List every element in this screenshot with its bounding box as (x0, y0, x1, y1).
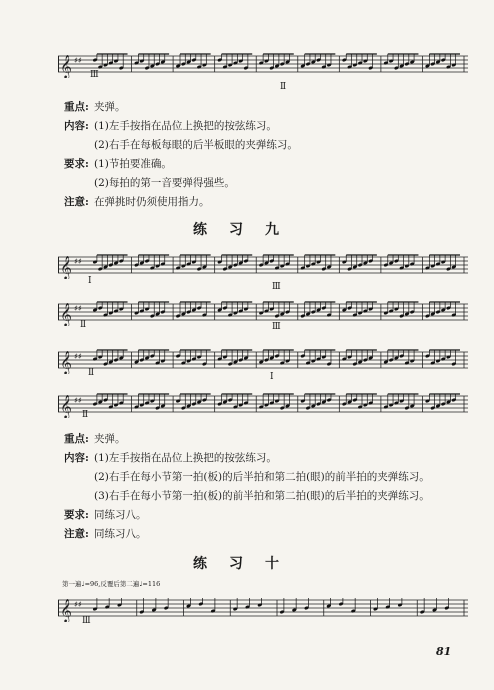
treble-clef: 𝄞 (60, 54, 72, 78)
music-staff-4 (58, 348, 468, 374)
position-mark: Ⅲ (272, 282, 281, 292)
content-item: (2)右手在每板每眼的后半板眼的夹弹练习。 (94, 139, 298, 151)
focus-text: 夹弹。 (94, 101, 126, 113)
music-staff-1 (58, 52, 468, 78)
require-label: 要求: (64, 158, 89, 170)
focus-text: 夹弹。 (94, 433, 126, 445)
require-item: 同练习八。 (94, 509, 147, 521)
content-label: 内容: (64, 120, 89, 132)
position-mark: Ⅰ (88, 276, 92, 286)
staff-notation (58, 596, 468, 622)
key-signature: ♯♯ (74, 56, 82, 65)
staff-notation (58, 253, 468, 279)
exercise-9-notes (64, 430, 430, 544)
tempo-marking: 第一遍♩=96,反覆后第二遍♩=116 (62, 580, 161, 588)
content-item: (3)右手在每小节第一拍(板)的前半拍和第二拍(眼)的后半拍的夹弹练习。 (94, 490, 430, 502)
treble-clef: 𝄞 (60, 350, 72, 374)
content-item: (2)右手在每小节第一拍(板)的后半拍和第二拍(眼)的前半拍的夹弹练习。 (94, 471, 430, 483)
key-signature: ♯♯ (74, 304, 82, 313)
require-label: 要求: (64, 509, 89, 521)
music-staff-6 (58, 596, 468, 622)
treble-clef: 𝄞 (60, 394, 72, 418)
staff-notation (58, 52, 468, 78)
position-mark: Ⅱ (82, 410, 89, 420)
position-mark: Ⅲ (90, 70, 99, 80)
key-signature: ♯♯ (74, 257, 82, 266)
note-text: 在弹挑时仍须使用指力。 (94, 196, 210, 208)
key-signature: ♯♯ (74, 396, 82, 405)
position-mark: Ⅲ (272, 322, 281, 332)
focus-label: 重点: (64, 101, 89, 113)
position-mark: Ⅲ (82, 616, 91, 626)
position-mark: Ⅱ (80, 320, 87, 330)
staff-notation (58, 392, 468, 418)
exercise-8-notes (64, 98, 298, 212)
position-mark: Ⅱ (280, 82, 287, 92)
treble-clef: 𝄞 (60, 302, 72, 326)
treble-clef: 𝄞 (60, 598, 72, 622)
exercise-10-title: 练习十 (193, 556, 301, 572)
music-staff-3 (58, 300, 468, 326)
content-label: 内容: (64, 452, 89, 464)
focus-label: 重点: (64, 433, 89, 445)
content-item: (1)左手按指在品位上换把的按弦练习。 (94, 452, 277, 464)
key-signature: ♯♯ (74, 600, 82, 609)
music-staff-5 (58, 392, 468, 418)
treble-clef: 𝄞 (60, 255, 72, 279)
require-item: (1)节拍要准确。 (94, 158, 172, 170)
staff-notation (58, 300, 468, 326)
require-item: (2)每拍的第一音要弹得强些。 (94, 177, 235, 189)
content-item: (1)左手按指在品位上换把的按弦练习。 (94, 120, 277, 132)
note-label: 注意: (64, 528, 89, 540)
position-mark: Ⅰ (270, 372, 274, 382)
note-label: 注意: (64, 196, 89, 208)
position-mark: Ⅱ (88, 368, 95, 378)
exercise-9-title: 练习九 (193, 222, 301, 238)
music-staff-2 (58, 253, 468, 279)
note-text: 同练习八。 (94, 528, 147, 540)
staff-notation (58, 348, 468, 374)
page-number: 81 (436, 645, 452, 658)
key-signature: ♯♯ (74, 352, 82, 361)
